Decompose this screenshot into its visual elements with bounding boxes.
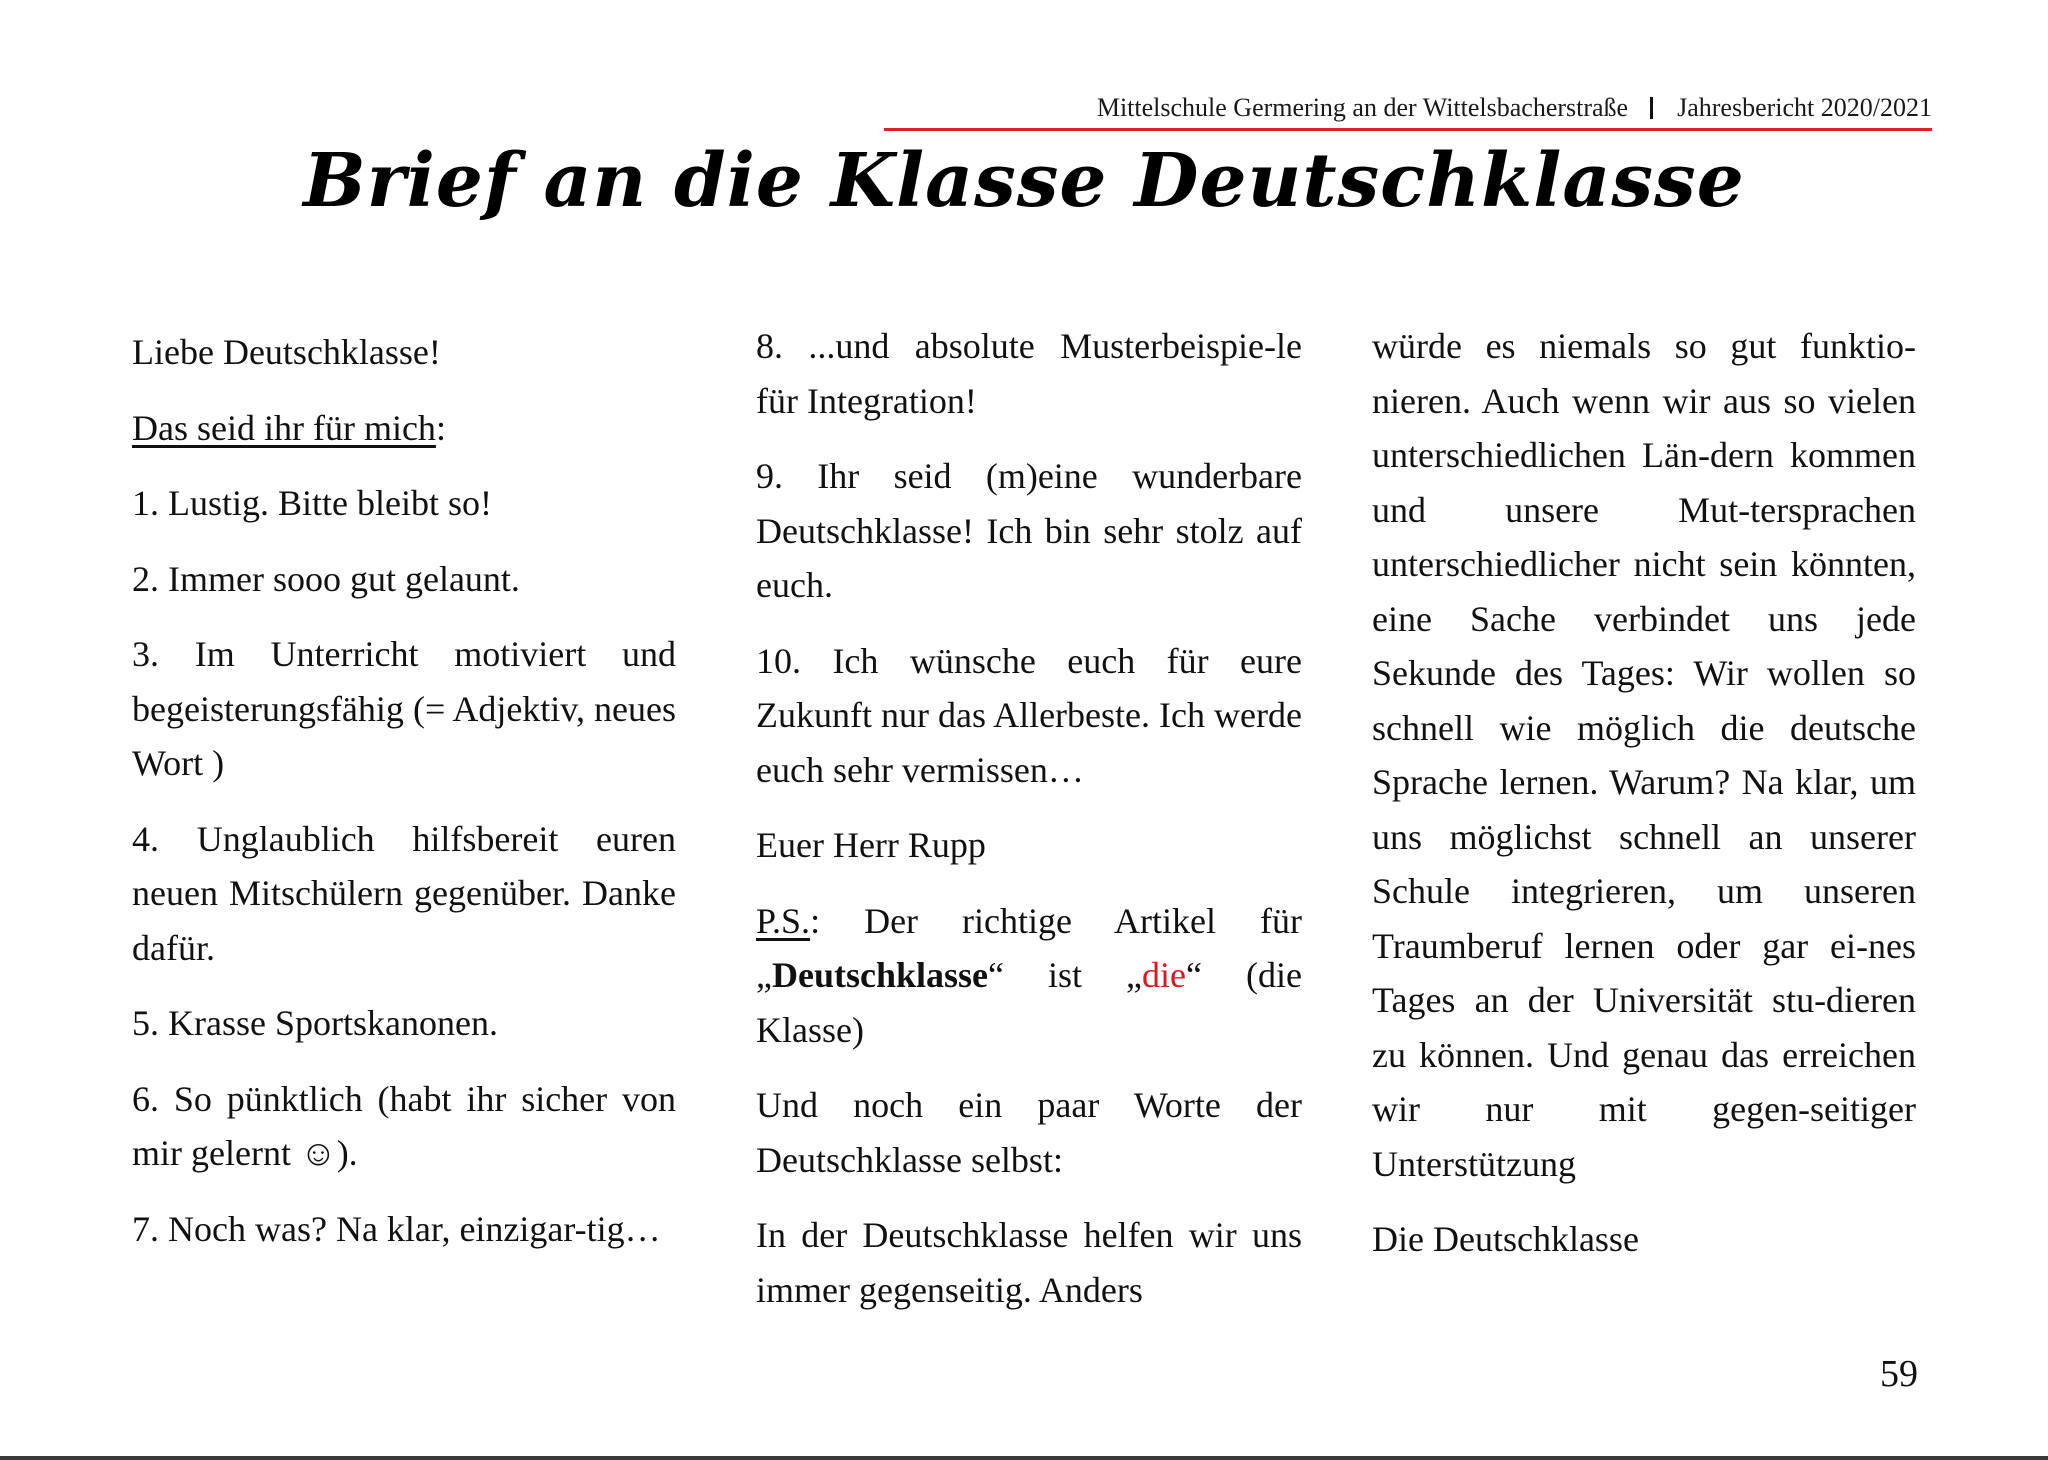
header-school: Mittelschule Germering an der Wittelsbacherstraße	[1096, 93, 1629, 122]
list-item-3: 3. Im Unterricht motiviert und begeisterungsfähig (= Adjektiv, neues Wort )	[132, 634, 676, 783]
greeting: Liebe Deutschklasse!	[132, 332, 441, 372]
page-title: Brief an die Klasse Deutschklasse	[303, 138, 1745, 224]
header-report: Jahresbericht 2020/2021	[1677, 93, 1932, 122]
list-item-5: 5. Krasse Sportskanonen.	[132, 1003, 498, 1043]
class-text-continued: würde es niemals so gut funktio-nieren. Auch wenn wir aus so vielen unterschiedlichen Län-dern kommen und unsere Mut-tersprachen unterschiedlicher nicht sein könnten, eine Sache verbindet uns jede Sekunde des Tages: Wir wollen so schnell wie möglich die deutsche Sprache lernen. Warum? Na klar, um uns möglichst schnell an unserer Schule integrieren, um unseren Traumberuf lernen oder gar ei-nes Tages an der Universität stu-dieren zu können. Und genau das erreichen wir nur mit gegen-seitiger Unterstützung	[1372, 326, 1916, 1184]
column-2	[756, 319, 1302, 1338]
ps-text-3: “ (die Klasse)	[756, 955, 1302, 1050]
list-item-1: 1. Lustig. Bitte bleibt so!	[132, 483, 492, 523]
transition-line: Und noch ein paar Worte der Deutschklasse selbst:	[756, 1085, 1302, 1180]
intro-line	[132, 401, 676, 456]
intro-underlined: Das seid ihr für mich	[132, 407, 436, 448]
list-item-8: 8. ...und absolute Musterbeispie-le für Integration!	[756, 326, 1302, 421]
page-number: 59	[1880, 1353, 1918, 1395]
list-item-7: 7. Noch was? Na klar, einzigar-tig…	[132, 1208, 661, 1249]
postscript	[756, 894, 1302, 1058]
column-3	[1372, 319, 1916, 1288]
ps-text-2: “ ist „	[988, 955, 1143, 995]
running-header	[884, 88, 1932, 131]
bottom-border	[0, 1456, 2048, 1460]
intro-colon: :	[435, 407, 446, 448]
class-signature: Die Deutschklasse	[1372, 1219, 1639, 1259]
list-item-4: 4. Unglaublich hilfsbereit euren neuen Mitschülern gegenüber. Danke dafür.	[132, 818, 676, 968]
class-text-start: In der Deutschklasse helfen wir uns immer gegenseitig. Anders	[756, 1215, 1302, 1310]
list-item-2: 2. Immer sooo gut gelaunt.	[132, 558, 520, 599]
ps-label: P.S.	[756, 900, 811, 941]
ps-bold-word: Deutschklasse	[771, 955, 989, 995]
list-item-6: 6. So pünktlich (habt ihr sicher von mir gelernt ☺).	[132, 1078, 676, 1173]
teacher-signature: Euer Herr Rupp	[756, 825, 986, 865]
column-1	[132, 325, 676, 1277]
header-separator	[1650, 97, 1653, 119]
list-item-9: 9. Ihr seid (m)eine wunderbare Deutschklasse! Ich bin sehr stolz auf euch.	[756, 456, 1302, 605]
list-item-10: 10. Ich wünsche euch für eure Zukunft nur das Allerbeste. Ich werde euch sehr vermissen…	[756, 640, 1302, 790]
ps-text-1: : Der richtige Artikel für „	[756, 900, 1302, 995]
ps-red-word: die	[1142, 955, 1187, 995]
